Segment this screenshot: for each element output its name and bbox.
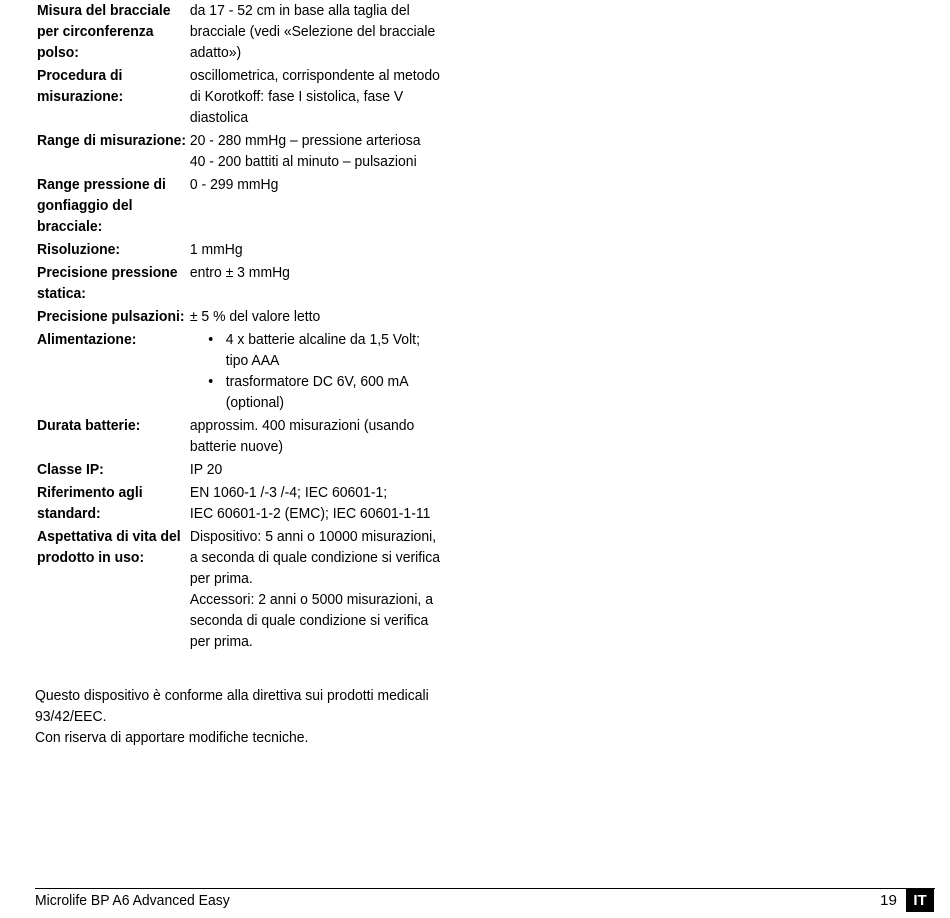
spec-row-power-supply <box>37 329 442 415</box>
spec-value: IP 20 <box>189 461 223 478</box>
spec-row-standards <box>37 482 442 526</box>
bullet-icon: • <box>208 331 214 348</box>
spec-row-service-life <box>37 526 442 654</box>
list-item <box>208 329 442 371</box>
conformity-note: Questo dispositivo è conforme alla direttiva sui prodotti medicali 93/42/EEC. <box>35 687 429 725</box>
list-item-text: trasformatore DC 6V, 600 mA (optional) <box>225 373 408 411</box>
spec-label: Alimentazione: <box>37 331 137 348</box>
spec-value: ± 5 % del valore letto <box>189 308 321 325</box>
notes-section <box>35 685 467 748</box>
spec-label: Range di misurazione: <box>37 132 187 149</box>
spec-value: oscillometrica, corrispondente al metodo di Korotkoff: fase I sistolica, fase V diastolica <box>189 67 440 126</box>
spec-value <box>190 526 442 654</box>
spec-row-pulse-accuracy <box>37 306 442 329</box>
spec-row-ip-class <box>37 459 442 482</box>
reservation-note: Con riserva di apportare modifiche tecniche. <box>35 729 309 746</box>
spec-value <box>190 482 442 526</box>
spec-value: approssim. 400 misurazioni (usando batterie nuove) <box>189 417 415 455</box>
power-supply-list <box>190 329 442 413</box>
spec-label: Aspettativa di vita del prodotto in uso: <box>37 528 181 566</box>
spec-label: Risoluzione: <box>37 241 121 258</box>
footer-product-name: Microlife BP A6 Advanced Easy <box>35 892 230 909</box>
spec-value-line: 40 - 200 battiti al minuto – pulsazioni <box>189 153 417 170</box>
spec-value-line: EN 1060-1 /-3 /-4; IEC 60601-1; <box>189 484 388 501</box>
list-item-text: 4 x batterie alcaline da 1,5 Volt; tipo AAA <box>225 331 420 369</box>
bullet-icon: • <box>208 373 214 390</box>
spec-label: Precisione pulsazioni: <box>37 308 185 325</box>
list-item <box>208 371 442 413</box>
spec-value: da 17 - 52 cm in base alla taglia del bracciale (vedi «Selezione del bracciale adatto») <box>189 2 436 61</box>
spec-label: Misura del bracciale per circonferenza polso: <box>37 2 171 61</box>
spec-value-line: 20 - 280 mmHg – pressione arteriosa <box>189 132 421 149</box>
spec-label: Precisione pressione statica: <box>37 264 178 302</box>
spec-row-cuff-size <box>37 0 442 65</box>
spec-row-static-accuracy <box>37 262 442 306</box>
spec-value <box>190 329 442 415</box>
spec-label: Range pressione di gonfiaggio del bracciale: <box>37 176 166 235</box>
spec-row-measurement-range <box>37 130 442 174</box>
spec-row-battery-life <box>37 415 442 459</box>
spec-label: Riferimento agli standard: <box>37 484 143 522</box>
spec-value-line: Dispositivo: 5 anni o 10000 misurazioni, a seconda di quale condizione si verifica per prima. <box>189 528 440 587</box>
spec-value-line: Accessori: 2 anni o 5000 misurazioni, a seconda di quale condizione si verifica per prima. <box>189 591 433 650</box>
spec-value: 1 mmHg <box>189 241 243 258</box>
language-badge: IT <box>906 889 934 912</box>
spec-row-measurement-procedure <box>37 65 442 130</box>
spec-value: 0 - 299 mmHg <box>189 176 279 193</box>
spec-label: Durata batterie: <box>37 417 141 434</box>
spec-value <box>190 130 442 174</box>
specifications-table <box>37 0 442 654</box>
footer-divider <box>35 888 935 889</box>
spec-row-inflation-range <box>37 174 442 239</box>
spec-label: Classe IP: <box>37 461 104 478</box>
spec-value-line: IEC 60601-1-2 (EMC); IEC 60601-1-11 <box>189 505 431 522</box>
spec-label: Procedura di misurazione: <box>37 67 124 105</box>
page-number: 19 <box>880 892 897 909</box>
spec-row-resolution <box>37 239 442 262</box>
spec-value: entro ± 3 mmHg <box>189 264 290 281</box>
